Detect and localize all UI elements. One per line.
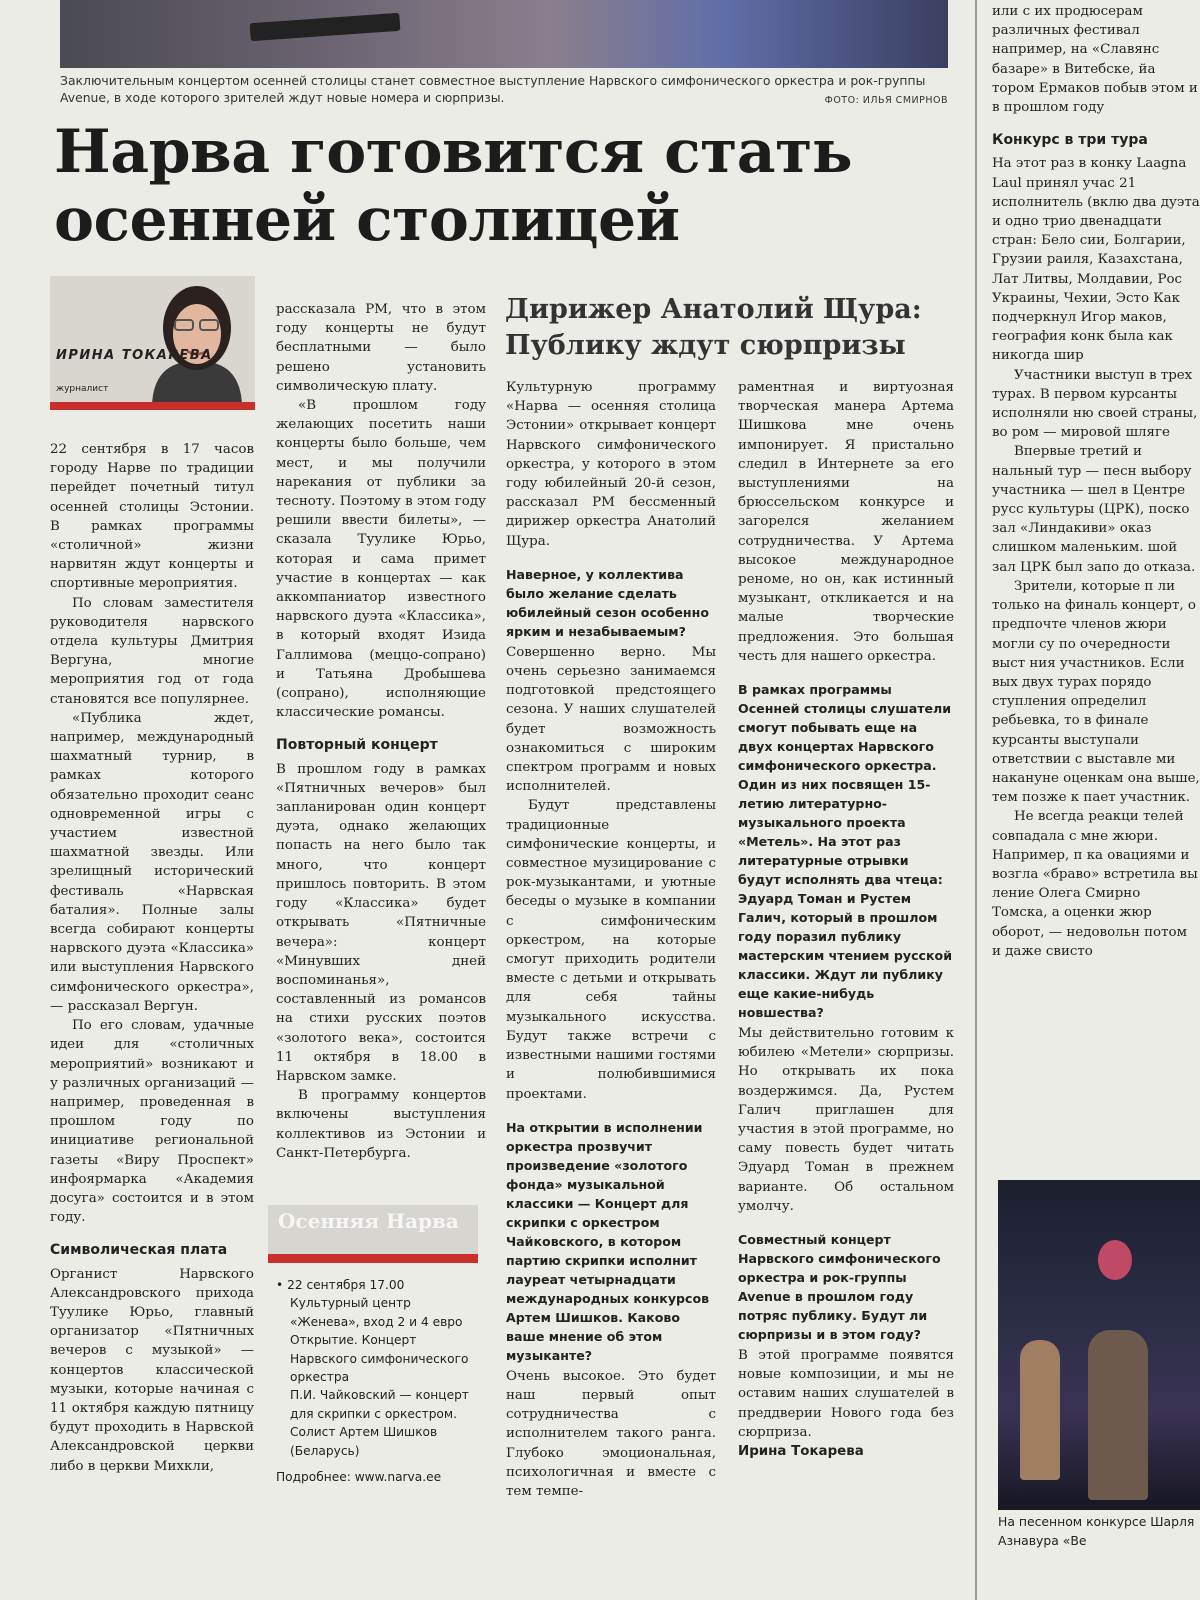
paragraph: раментная и виртуозная творческая манера Артема Шишкова мне очень импонирует. Я пристально следил в Интернете за его выступлениями на брюссельском конкурсе и загорелся желанием сотрудничества. У Артема высокое международное реноме, но он, как истинный музыкант, откликается и на малые творческие предложения. Это большая честь для нашего оркестра. bbox=[738, 380, 954, 664]
paragraph: Будут представлены традиционные симфонические концерты, и совместное музицирование с рок-музыкантами, и уютные беседы о музыке в компании с симфоническим оркестром, на которые смогут приходить родители вместе с детьми и открывать для себя тайны музыкального искусства. Будут также встречи с известными нашими гостями и полюбившимися проектами. bbox=[506, 798, 716, 1102]
column-rule bbox=[975, 0, 977, 1600]
section-heading: Символическая плата bbox=[50, 1242, 228, 1259]
column-3 bbox=[506, 378, 716, 1501]
paragraph: Культурную программу «Нарва — осенняя столица Эстонии» открывает концерт Нарвского симфонического оркестра, у которого в этом году юбилейный 20-й сезон, рассказал РМ бессменный дирижер оркестра Анатолий Щура. bbox=[506, 380, 716, 549]
paragraph: Совершенно верно. Мы очень серьезно занимаемся подготовкой предстоящего сезона. У наших слушателей будет возможность ознакомиться с широким спектром программ и новых исполнителей. bbox=[506, 644, 716, 795]
infobox-line: Культурный центр «Женева», вход 2 и 4 евро bbox=[290, 1296, 463, 1329]
contest-photo bbox=[998, 1180, 1200, 1510]
infobox-line: • 22 сентября 17.00 bbox=[276, 1278, 405, 1292]
infobox-title: Осенняя Нарва bbox=[278, 1209, 459, 1233]
paragraph: Мы действительно готовим к юбилею «Метели» сюрпризы. Но открывать их пока воздержимся. Да, Рустем Галич приглашен для участия в этой программе, но саму повесть будет читать Эдуард Томан в прежнем варианте. Об остальном умолчу. bbox=[738, 1026, 954, 1214]
contest-photo-caption: На песенном конкурсе Шарля Азнавура «Ве bbox=[998, 1514, 1195, 1548]
photo-credit: ФОТО: ИЛЬЯ СМИРНОВ bbox=[824, 95, 948, 106]
paragraph: Участники выступ в трех турах. В первом курсанты исполняли ню своей страны, во ром — мировой шляге bbox=[992, 367, 1198, 441]
infobox-link[interactable]: Подробнее: www.narva.ee bbox=[276, 1470, 442, 1485]
interview-question: В рамках программы Осенней столицы слушатели смогут побывать еще на двух концертах Нарвского симфонического оркестра. Один из них посвящен 15-летию литературно-музыкального проекта «Метель». На этот раз литературные отрывки будут исполнять два чтеца: Эдуард Томан и Рустем Галич, который в прошлом году поразил публику мастерским чтением русской классики. Ждут ли публику еще какие-нибудь новшества? bbox=[738, 682, 953, 1021]
paragraph: «В прошлом году желающих посетить наши концерты было больше, чем мест, и мы получили нарекания от публики за тесноту. Поэтому в этом году решили ввести билеты», — сказала Туулике Юрьо, которая и сама примет участие в концертах — как аккомпаниатор известного нарвского дуэта «Классика», в который входят Изида Галлимова (меццо-сопрано) и Татьяна Дробышева (сопрано), исполняющие классические романсы. bbox=[276, 398, 486, 721]
paragraph: «Публика ждет, например, международный шахматный турнир, в рамках которого обязательно проходит сеанс одновременной игры с участием известной шахматной звезды. Или зрелищный исторический фестиваль «Нарвская баталия». Полные залы всегда собирают концерты нарвского дуэта «Классика» или выступления Нарвского симфонического оркестра», — рассказал Вергун. bbox=[50, 710, 254, 1014]
paragraph: На этот раз в конку Laagna Laul принял учас 21 исполнитель (вклю два дуэта и одно трио двенадцати стран: Бело сии, Болгарии, Грузии раиля, Казахстана, Лат Литвы, Молдавии, Рос Украины, Чехии, Эсто Как подчеркнул Игор маков, география конк была как никогда шир bbox=[992, 156, 1200, 364]
paragraph: В программу концертов включены выступления коллективов из Эстонии и Санкт-Петербурга. bbox=[276, 1088, 486, 1161]
column-1 bbox=[50, 440, 254, 1476]
author-photo bbox=[142, 276, 252, 404]
column-4 bbox=[738, 378, 954, 1461]
paragraph: Очень высокое. Это будет наш первый опыт сотрудничества с исполнителем такого ранга. Глубоко эмоциональная, психологичная и вместе с тем темпе- bbox=[506, 1368, 716, 1499]
infobox-header bbox=[268, 1205, 478, 1263]
infobox-line: Открытие. Концерт Нарвского симфонического оркестра bbox=[290, 1333, 469, 1385]
signature: Ирина Токарева bbox=[738, 1444, 864, 1460]
paragraph: По его словам, удачные идеи для «столичных мероприятий» возникают и у различных организаций — например, проведенная в прошлом году по инициативе региональной газеты «Виру Проспект» инфоярмарка «Академия досуга» состоится и в этом году. bbox=[50, 1018, 254, 1226]
paragraph: В этой программе появятся новые композиции, и мы не оставим наших слушателей в преддверии Нового года без сюрприза. bbox=[738, 1348, 954, 1440]
paragraph: Зрители, которые п ли только на финаль концерт, о предпочте членов жюри могли су по очередности выст ния участников. Если вых двух турах порядо ступления определил ребьевка, то в финале курсанты выступали ответствии с выставле ми накануне оценкам она выше, тем позже к пает участник. bbox=[992, 578, 1200, 806]
top-photo bbox=[60, 0, 948, 68]
paragraph: В прошлом году в рамках «Пятничных вечеров» был запланирован один концерт дуэта, однако желающих попасть на него было так много, что концерт пришлось повторить. В этом году «Классика» будет открывать «Пятничные вечера»: концерт «Минувших дней воспоминанья», составленный из романсов на стихи русских поэтов «золотого века», состоится 11 октября в 18.00 в Нарвском замке. bbox=[276, 761, 486, 1084]
infobox-line: П.И. Чайковский — концерт для скрипки с оркестром. Солист Артем Шишков (Беларусь) bbox=[290, 1388, 469, 1458]
column-5 bbox=[992, 2, 1200, 1162]
paragraph: Впервые третий и нальный тур — песн выбору участника — шел в Центре русс культуры (ЦРК), поско зал «Линдакиви» оказ слишком маленьким. шой зал ЦРК был запо до отказа. bbox=[992, 444, 1196, 575]
paragraph: рассказала РМ, что в этом году концерты не будут бесплатными — было решено установить символическую плату. bbox=[276, 302, 486, 394]
author-box bbox=[50, 276, 255, 410]
paragraph: или с их продюсерам различных фестивал например, на «Славянс базаре» в Витебске, йа тором Ермаков побыв этом и в прошлом году bbox=[992, 4, 1198, 116]
paragraph: Не всегда реакци телей совпадала с мне жюри. Например, п ка овациями и возгла «браво» встретила вы ление Олега Смирно Томска, а оценки жюр оборот, — недовольн потом и даже свисто bbox=[992, 809, 1198, 959]
paragraph: По словам заместителя руководителя нарвского отдела культуры Дмитрия Вергуна, многие мероприятия год от года становятся все популярнее. bbox=[50, 595, 254, 707]
interview-question: На открытии в исполнении оркестра прозвучит произведение «золотого фонда» музыкальной классики — Концерт для скрипки с оркестром Чайковского, в котором партию скрипки исполнит лауреат четырнадцати международных конкурсов Артем Шишков. Каково ваше мнение об этом музыканте? bbox=[506, 1119, 710, 1363]
interview-question: Наверное, у коллектива было желание сделать юбилейный сезон особенно ярким и незабываемым? bbox=[506, 566, 709, 639]
paragraph: Органист Нарвского Александровского прихода Туулике Юрьо, главный организатор «Пятничных вечеров с музыкой» — концертов классической музыки, которые начиная с 11 октября каждую пятницу будут проходить в Нарвской Александровской церкви либо в церкви Михкли, bbox=[50, 1266, 254, 1474]
section-heading: Конкурс в три тура bbox=[992, 132, 1148, 149]
photo-caption: Заключительным концертом осенней столицы станет совместное выступление Нарвского симфонического оркестра и рок-группы Avenue, в ходе которого зрителей ждут новые номера и сюрпризы. ФОТО: ИЛЬЯ СМИРНОВ bbox=[60, 72, 948, 106]
author-role: журналист bbox=[56, 384, 109, 394]
author-name: ИРИНА ТОКАРЕВА bbox=[56, 348, 213, 363]
headline: Нарва готовится стать осенней столицей bbox=[54, 117, 853, 255]
infobox bbox=[276, 1276, 476, 1486]
paragraph: 22 сентября в 17 часов городу Нарве по традиции перейдет почетный титул осенней столицы Эстонии. В рамках программы «столичной» жизни нарвитян ждут концерты и спортивные мероприятия. bbox=[50, 442, 254, 592]
column-2 bbox=[276, 300, 486, 1163]
interview-title: Дирижер Анатолий Щура: Публику ждут сюрпризы bbox=[505, 294, 922, 361]
section-heading: Повторный концерт bbox=[276, 737, 438, 754]
interview-question: Совместный концерт Нарвского симфонического оркестра и рок-группы Avenue в прошлом году потряс публику. Будут ли сюрпризы и в этом году? bbox=[738, 1232, 941, 1343]
